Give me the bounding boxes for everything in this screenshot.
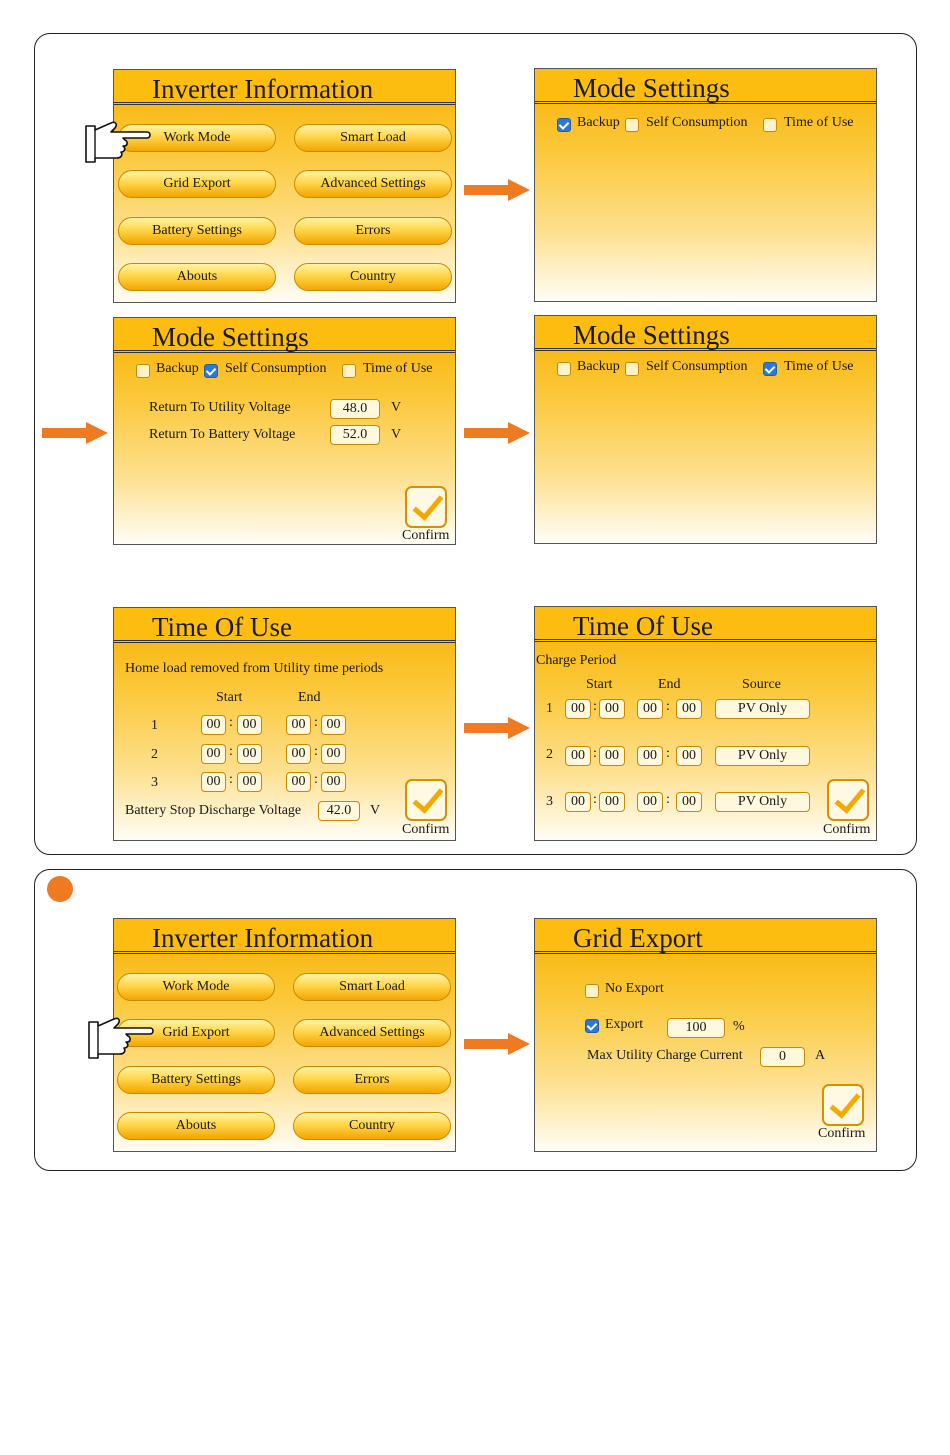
screen-title: Mode Settings [114,318,455,353]
colon: : [229,744,233,759]
self-consumption-checkbox[interactable] [625,118,639,132]
max-current-input[interactable]: 0 [760,1047,805,1067]
arrow-right-icon [42,422,108,444]
return-utility-input[interactable]: 48.0 [330,399,380,419]
colon: : [314,744,318,759]
return-battery-label: Return To Battery Voltage [149,427,296,442]
screen-title: Grid Export [535,919,876,954]
colon: : [666,699,670,714]
work-mode-button[interactable]: Work Mode [117,973,275,1001]
end-minute-input[interactable]: 00 [676,699,702,719]
unit-label: V [391,427,402,442]
row-number: 3 [151,775,158,790]
mode-settings-backup-screen [534,68,877,302]
mode-settings-self-screen [113,317,456,545]
battery-settings-button[interactable]: Battery Settings [117,1066,275,1094]
colon: : [314,715,318,730]
colon: : [229,715,233,730]
battery-stop-label: Battery Stop Discharge Voltage [125,803,302,818]
export-checkbox[interactable] [585,1019,599,1033]
start-hour-input[interactable]: 00 [565,699,591,719]
row-number: 2 [151,747,158,762]
errors-button[interactable]: Errors [293,1066,451,1094]
colon: : [593,699,597,714]
abouts-button[interactable]: Abouts [117,1112,275,1140]
end-hour-input[interactable]: 00 [637,699,663,719]
source-select[interactable]: PV Only [715,699,810,719]
end-minute-input[interactable]: 00 [321,772,346,792]
source-header: Source [742,677,781,692]
end-minute-input[interactable]: 00 [321,715,346,735]
time-of-use-label: Time of Use [784,359,854,374]
arrow-right-icon [464,717,530,739]
screen-title: Time Of Use [114,608,455,643]
self-consumption-label: Self Consumption [646,359,748,374]
screen-title: Time Of Use [535,607,876,642]
backup-checkbox[interactable] [557,362,571,376]
advanced-settings-button[interactable]: Advanced Settings [293,1019,451,1047]
screen-title: Inverter Information [114,919,455,954]
abouts-button[interactable]: Abouts [118,263,276,291]
start-hour-input[interactable]: 00 [565,746,591,766]
row-number: 1 [151,718,158,733]
start-hour-input[interactable]: 00 [201,772,226,792]
charge-period-label: Charge Period [536,653,617,668]
end-header: End [298,690,321,705]
no-export-checkbox[interactable] [585,984,599,998]
colon: : [593,746,597,761]
confirm-checkmark-icon[interactable] [405,779,447,821]
export-label: Export [605,1017,644,1032]
row-number: 3 [546,794,553,809]
backup-checkbox[interactable] [136,364,150,378]
start-minute-input[interactable]: 00 [599,792,625,812]
backup-checkbox[interactable] [557,118,571,132]
confirm-label: Confirm [402,822,450,837]
screen-title: Mode Settings [535,316,876,351]
battery-stop-input[interactable]: 42.0 [318,801,360,821]
hand-pointer-icon [86,1016,156,1060]
smart-load-button[interactable]: Smart Load [293,973,451,1001]
confirm-label: Confirm [823,822,871,837]
time-of-use-periods-screen [113,607,456,841]
end-hour-input[interactable]: 00 [286,744,311,764]
end-hour-input[interactable]: 00 [286,772,311,792]
self-consumption-checkbox[interactable] [625,362,639,376]
max-current-label: Max Utility Charge Current [587,1048,743,1063]
colon: : [666,746,670,761]
confirm-checkmark-icon[interactable] [405,486,447,528]
time-of-use-label: Time of Use [784,115,854,130]
export-percent-input[interactable]: 100 [667,1018,725,1038]
inverter-info-screen [113,69,456,303]
time-of-use-charge-screen [534,606,877,841]
screen-title: Mode Settings [535,69,876,104]
country-button[interactable]: Country [294,263,452,291]
end-minute-input[interactable]: 00 [676,746,702,766]
start-header: Start [216,690,243,705]
colon: : [229,772,233,787]
hand-pointer-icon [83,120,153,164]
colon: : [314,772,318,787]
arrow-right-icon [464,422,530,444]
end-minute-input[interactable]: 00 [676,792,702,812]
no-export-label: No Export [605,981,664,996]
start-minute-input[interactable]: 00 [599,699,625,719]
end-hour-input[interactable]: 00 [637,746,663,766]
return-battery-input[interactable]: 52.0 [330,425,380,445]
grid-export-button[interactable]: Grid Export [117,1019,275,1047]
end-hour-input[interactable]: 00 [637,792,663,812]
backup-label: Backup [577,115,620,130]
colon: : [593,792,597,807]
inverter-info-screen [113,918,456,1152]
start-header: Start [586,677,613,692]
errors-button[interactable]: Errors [294,217,452,245]
colon: : [666,792,670,807]
grid-export-button[interactable]: Grid Export [118,170,276,198]
start-minute-input[interactable]: 00 [237,772,262,792]
unit-label: V [391,400,402,415]
step-marker [47,876,73,902]
return-utility-label: Return To Utility Voltage [149,400,291,415]
battery-settings-button[interactable]: Battery Settings [118,217,276,245]
source-select[interactable]: PV Only [715,792,810,812]
country-button[interactable]: Country [293,1112,451,1140]
screen-title: Inverter Information [114,70,455,105]
percent-label: % [733,1019,745,1034]
description-label: Home load removed from Utility time periods [125,661,384,676]
confirm-label: Confirm [818,1126,866,1141]
source-select[interactable]: PV Only [715,746,810,766]
work-mode-button[interactable]: Work Mode [118,124,276,152]
grid-export-screen [534,918,877,1152]
confirm-checkmark-icon[interactable] [822,1084,864,1126]
backup-label: Backup [577,359,620,374]
self-consumption-checkbox[interactable] [204,364,218,378]
start-minute-input[interactable]: 00 [237,715,262,735]
arrow-right-icon [464,179,530,201]
time-of-use-checkbox[interactable] [763,118,777,132]
row-number: 1 [546,701,553,716]
end-minute-input[interactable]: 00 [321,744,346,764]
row-number: 2 [546,747,553,762]
advanced-settings-button[interactable]: Advanced Settings [294,170,452,198]
unit-label: A [815,1048,826,1063]
start-minute-input[interactable]: 00 [599,746,625,766]
start-hour-input[interactable]: 00 [201,744,226,764]
smart-load-button[interactable]: Smart Load [294,124,452,152]
self-consumption-label: Self Consumption [646,115,748,130]
time-of-use-checkbox[interactable] [763,362,777,376]
mode-settings-tou-screen [534,315,877,544]
time-of-use-checkbox[interactable] [342,364,356,378]
confirm-checkmark-icon[interactable] [827,779,869,821]
time-of-use-label: Time of Use [363,361,433,376]
start-minute-input[interactable]: 00 [237,744,262,764]
confirm-label: Confirm [402,528,450,543]
end-hour-input[interactable]: 00 [286,715,311,735]
backup-label: Backup [156,361,199,376]
start-hour-input[interactable]: 00 [201,715,226,735]
unit-label: V [370,803,381,818]
self-consumption-label: Self Consumption [225,361,327,376]
start-hour-input[interactable]: 00 [565,792,591,812]
arrow-right-icon [464,1033,530,1055]
end-header: End [658,677,681,692]
